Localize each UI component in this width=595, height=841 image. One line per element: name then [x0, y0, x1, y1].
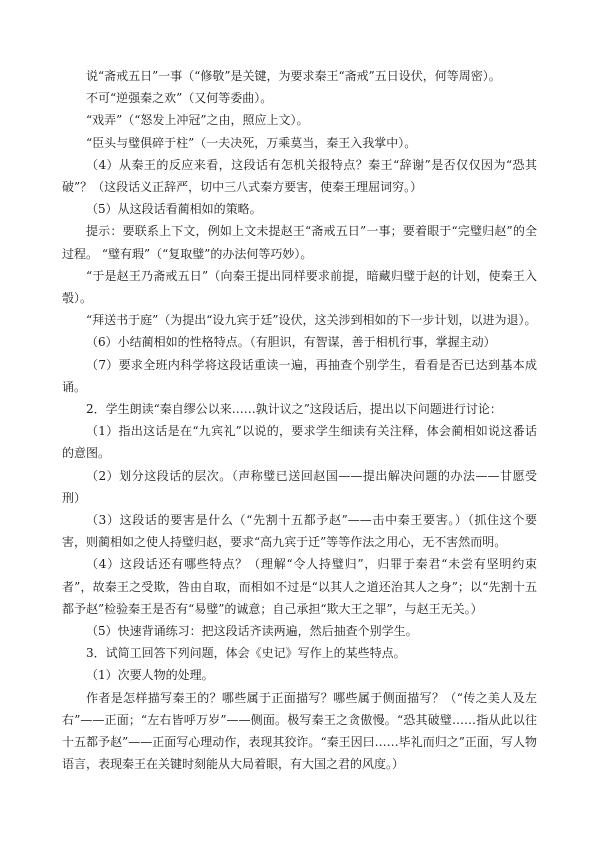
- paragraph: “拜送书于庭”（为提出“设九宾于廷”设伏，这关涉到相如的下一步计划，以进为退）。: [86, 313, 537, 328]
- paragraph: “臣头与璧俱碎于柱”（一夫决死，万乘莫当，秦王入我掌中）。: [86, 135, 417, 150]
- paragraph: “于是赵王乃斋戒五日”（向秦王提出同样要求前提，暗藏归璧于赵的计划，使秦王入彀）。: [62, 268, 537, 306]
- paragraph: （5）快速背诵练习：把这段话齐读两遍，然后抽查个别学生。: [86, 624, 418, 639]
- paragraph: 作者是怎样描写秦王的？哪些属于正面描写？哪些属于侧面描写？（“传之美人及左右”——正面；“左右皆呼万岁”——侧面。极写秦王之贪傲慢。“恐其破璧……指从此以往十五都予赵”——正面写心理动作，表现其狡诈。“秦王因曰……毕礼而归之”正面，写人物语言，表现秦王在关键时刻能从大局着眼，有大国之君的风度。）: [62, 690, 537, 772]
- paragraph: （6）小结蔺相如的性格特点。（有胆识，有智谋，善于相机行事，掌握主动）: [86, 335, 496, 350]
- paragraph: （2）划分这段话的层次。（声称璧已送回赵国——提出解决问题的办法——甘愿受刑）: [62, 468, 537, 505]
- paragraph: （5）从这段话看蔺相如的策略。: [86, 202, 262, 217]
- document-body: [62, 65, 537, 776]
- paragraph: （3）这段话的要害是什么（“先割十五都予赵”——击中秦王要害。）（抓住这个要害，则蔺相如之使人持璧归赵，要求“高九宾于迁”等等作法之用心，无不害然而明。: [62, 513, 537, 550]
- paragraph: （1）次要人物的处理。: [86, 668, 214, 683]
- paragraph: 不可“逆强秦之欢”（又何等委曲）。: [86, 91, 273, 106]
- paragraph: 提示：要联系上下文，例如上文未提赵王“斋戒五日”一事；要着眼于“完璧归赵”的全过程。 “璧有瑕”（“复取璧”的办法何等巧妙）。: [62, 224, 537, 261]
- paragraph: （1）指出这话是在“九宾礼”以说的，要求学生细读有关注释，体会蔺相如说这番话的意图。: [62, 424, 537, 461]
- paragraph: （4）从秦王的反应来看，这段话有怎机关报特点？秦王“辞谢”是否仅仅因为“恐其破”？（这段话义正辞严，切中三八式秦方要害，使秦王理屈词穷。）: [62, 157, 537, 195]
- paragraph: （4）这段话还有哪些特点？（理解“令人持璧归”，归罪于秦君“未尝有坚明约束者”，故秦王之受欺，咎由自取，而相如不过是“以其人之道还治其人之身”；以“先割十五都予赵”检验秦王是否有“易璧”的诚意；自己承担“欺大王之罪”，与赵王无关。）: [62, 557, 537, 616]
- paragraph: 2．学生朗读“秦自缪公以来……孰计议之”这段话后，提出以下问题进行讨论：: [86, 402, 502, 417]
- paragraph: （7）要求全班内科学将这段话重读一遍，再抽查个别学生，看看是否已达到基本成诵。: [62, 357, 537, 394]
- paragraph: 3．试简工回答下列问题，体会《史记》写作上的某些特点。: [86, 646, 406, 661]
- paragraph: “戏弄”（“怒发上冲冠”之由，照应上文）。: [86, 113, 309, 128]
- paragraph: 说“斋戒五日”一事（“修敬”是关键，为要求秦王“斋戒”五日设伏，何等周密）。: [86, 69, 501, 83]
